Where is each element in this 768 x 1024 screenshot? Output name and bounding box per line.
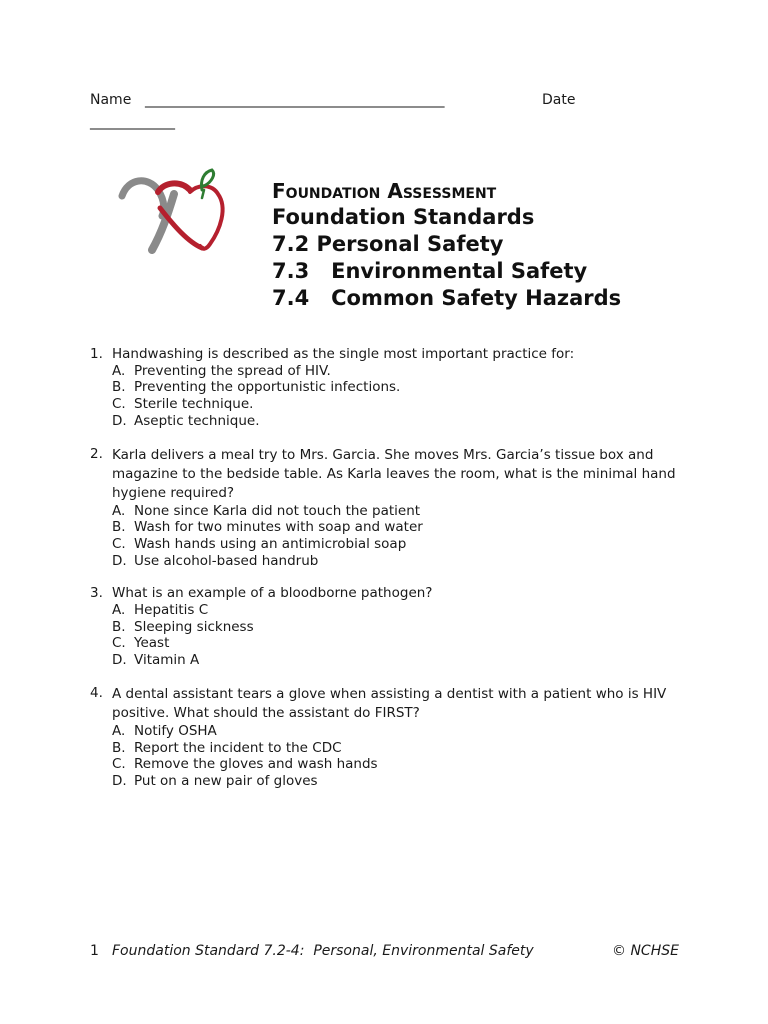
option-text: Put on a new pair of gloves: [134, 772, 318, 789]
option-letter: C.: [112, 396, 126, 413]
standard-line: 7.4 Common Safety Hazards: [272, 286, 622, 310]
option-letter: B.: [112, 618, 126, 635]
option-text: Hepatitis C: [134, 602, 209, 619]
question-stem: Karla delivers a meal try to Mrs. Garcia. She moves Mrs. Garcia’s tissue box and magazine to the bedside table. As Karla leaves the room, what is the minimal hand hygiene required?: [112, 446, 676, 501]
answer-option: [112, 536, 690, 553]
question-number: 2.: [90, 445, 103, 462]
name-label: Name: [90, 92, 132, 108]
question-stem: Handwashing is described as the single most important practice for:: [112, 346, 575, 362]
date-blank-line: _____________: [90, 114, 175, 130]
question-item: [90, 685, 690, 790]
question-stem: What is an example of a bloodborne pathogen?: [112, 585, 433, 602]
option-text: Yeast: [134, 635, 170, 652]
answer-option: [112, 773, 690, 790]
option-letter: A.: [112, 602, 126, 619]
standards-title: Foundation Standards: [272, 205, 535, 229]
option-letter: C.: [112, 635, 126, 652]
option-letter: A.: [112, 502, 126, 519]
option-letter: C.: [112, 535, 126, 552]
answer-option: [112, 635, 690, 652]
answer-option: [112, 379, 690, 396]
question-item: [90, 585, 690, 669]
option-letter: D.: [112, 652, 127, 669]
option-text: Preventing the spread of HIV.: [134, 362, 331, 379]
question-list: [90, 346, 690, 806]
option-text: Wash hands using an antimicrobial soap: [134, 535, 407, 552]
answer-option: [112, 619, 690, 636]
option-text: None since Karla did not touch the patient: [134, 502, 421, 519]
option-letter: C.: [112, 756, 126, 773]
question-item: [90, 346, 690, 430]
answer-option: [112, 396, 690, 413]
answer-option: [112, 740, 690, 757]
option-text: Sterile technique.: [134, 396, 254, 413]
assessment-title: Foundation Assessment: [272, 179, 497, 203]
answer-option: [112, 413, 690, 430]
option-letter: D.: [112, 412, 127, 429]
option-letter: D.: [112, 772, 127, 789]
question-number: 3.: [90, 585, 103, 602]
option-text: Notify OSHA: [134, 722, 217, 739]
option-text: Vitamin A: [134, 652, 200, 669]
standard-line: 7.2 Personal Safety: [272, 232, 504, 256]
answer-option: [112, 756, 690, 773]
option-text: Wash for two minutes with soap and water: [134, 519, 423, 536]
answer-option: [112, 519, 690, 536]
question-number: 1.: [90, 346, 103, 362]
question-item: [90, 446, 690, 570]
option-letter: A.: [112, 362, 126, 379]
title-block: [272, 178, 621, 312]
option-letter: B.: [112, 519, 126, 536]
option-text: Preventing the opportunistic infections.: [134, 379, 401, 396]
option-letter: A.: [112, 722, 126, 739]
date-label: Date: [542, 92, 576, 108]
option-text: Report the incident to the CDC: [134, 739, 342, 756]
question-number: 4.: [90, 684, 103, 701]
answer-option: [112, 503, 690, 520]
answer-option: [112, 723, 690, 740]
copyright-notice: © NCHSE: [612, 943, 679, 959]
option-letter: B.: [112, 379, 126, 396]
page-number: 1: [90, 943, 99, 959]
option-text: Sleeping sickness: [134, 618, 254, 635]
answer-option: [112, 652, 690, 669]
footer-title: Foundation Standard 7.2-4: Personal, Environmental Safety: [112, 943, 534, 959]
nchse-logo-icon: [118, 168, 238, 258]
option-text: Remove the gloves and wash hands: [134, 756, 378, 773]
question-stem: A dental assistant tears a glove when assisting a dentist with a patient who is HIV positive. What should the assistant do FIRST?: [112, 685, 667, 721]
option-text: Use alcohol-based handrub: [134, 552, 319, 569]
option-letter: D.: [112, 552, 127, 569]
answer-option: [112, 602, 690, 619]
answer-option: [112, 363, 690, 380]
answer-option: [112, 553, 690, 570]
option-letter: B.: [112, 739, 126, 756]
name-blank-line: ______________________________________________: [145, 92, 444, 108]
standard-line: 7.3 Environmental Safety: [272, 259, 588, 283]
option-text: Aseptic technique.: [134, 412, 260, 429]
